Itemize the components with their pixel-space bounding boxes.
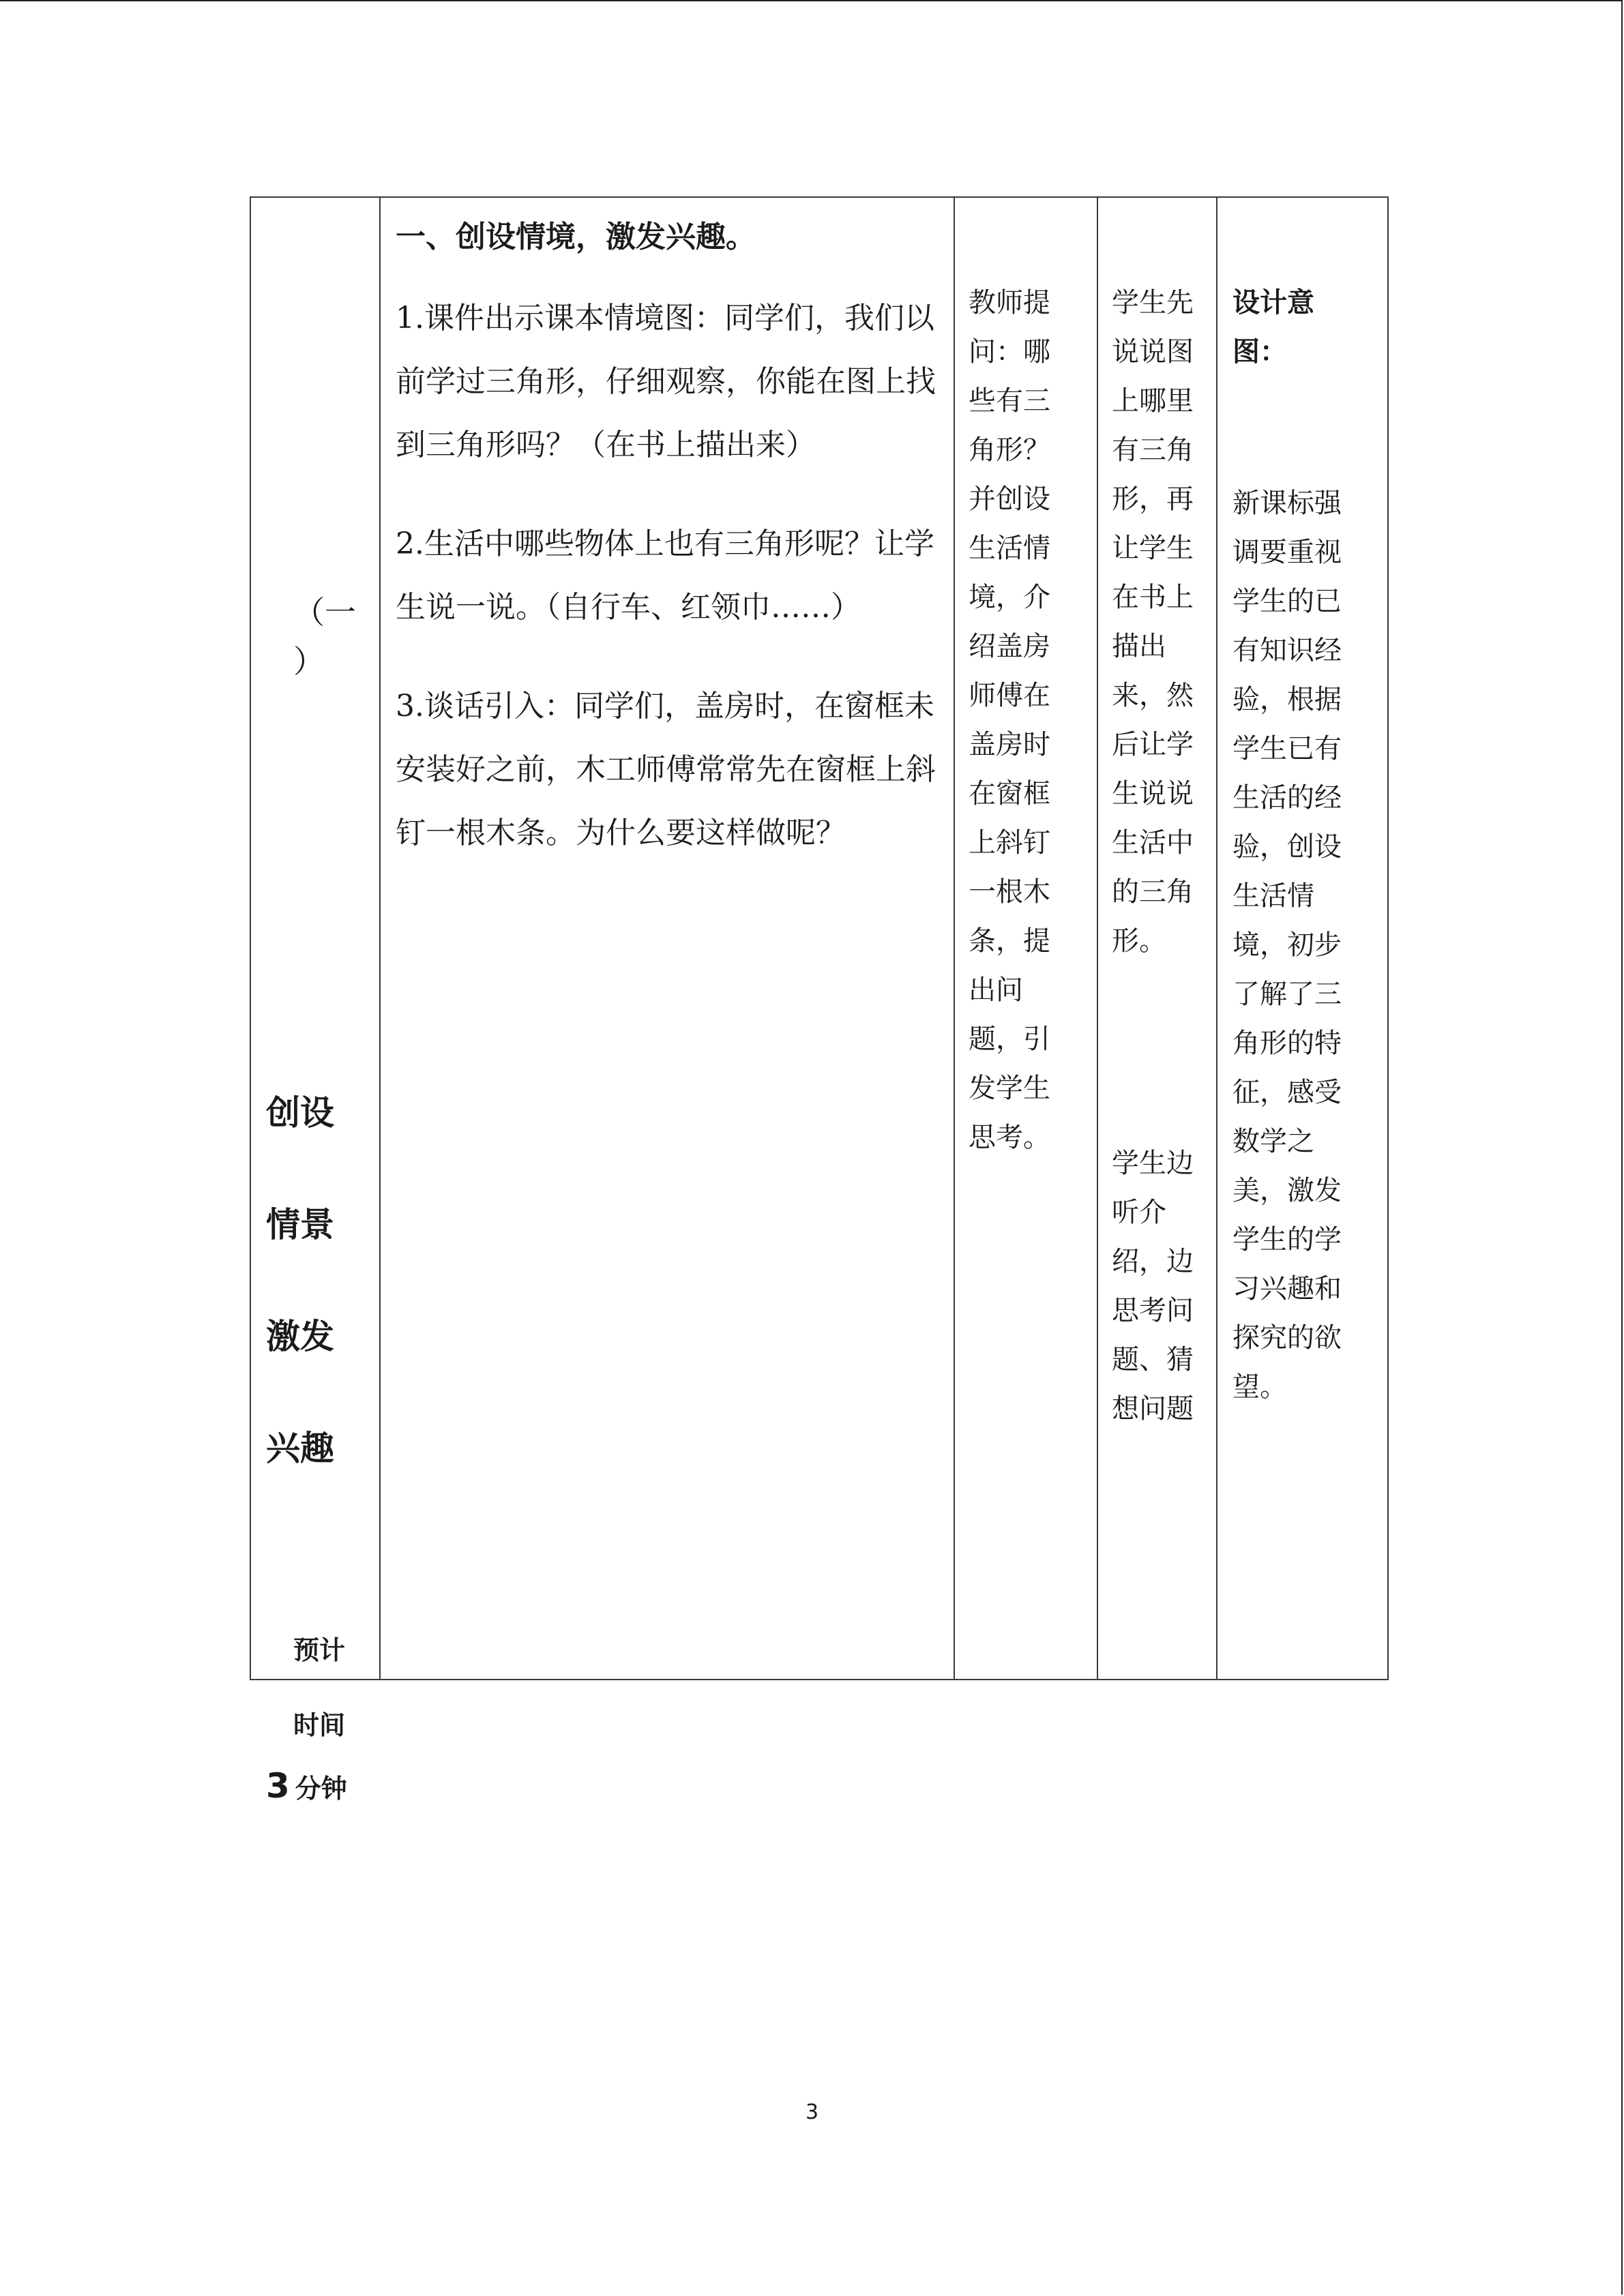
- design-intent-title: 设计意图：: [1232, 287, 1314, 368]
- content-cell: [380, 197, 954, 1680]
- stage-title-line: 激发: [266, 1317, 334, 1356]
- teacher-activity-cell: [954, 197, 1097, 1680]
- teacher-activity-text: 教师提问：哪些有三角形？并创设生活情境，介绍盖房师傅在盖房时在窗框上斜钉一根木条，提出问题，引发学生思考。: [969, 287, 1050, 1153]
- lesson-plan-table: [250, 196, 1389, 1806]
- stage-title: [266, 1057, 334, 1504]
- design-intent-body: 新课标强调要重视学生的已有知识经验，根据学生已有生活的经验，创设生活情境，初步了解了三角形的特征，感受数学之美，激发学生的学习兴趣和探究的欲望。: [1232, 488, 1342, 1403]
- stage-title-line: 兴趣: [266, 1429, 334, 1468]
- lesson-content: [396, 213, 941, 900]
- page-number: 3: [805, 2100, 819, 2124]
- stage-number-close: ）: [293, 643, 325, 680]
- time-unit: 分钟: [295, 1774, 347, 1804]
- content-item: 2.生活中哪些物体上也有三角形呢？让学生说一说。（自行车、红领巾……）: [396, 526, 934, 625]
- design-intent-cell: [1217, 197, 1388, 1680]
- stage-cell: [250, 197, 380, 1806]
- student-activity-text: 学生先说说图上哪里有三角形，再让学生在书上描出来，然后让学生说说生活中的三角形。: [1112, 287, 1194, 957]
- student-activity-text-2: 学生边听介绍，边思考问题、猜想问题: [1112, 1148, 1194, 1425]
- time-value: [266, 1766, 347, 1806]
- time-label-line: 时间: [293, 1710, 346, 1740]
- time-label-line: 预计: [293, 1635, 346, 1665]
- content-item: 1.课件出示课本情境图：同学们，我们以前学过三角形，仔细观察，你能在图上找到三角形吗？（在书上描出来）: [396, 301, 936, 462]
- content-heading: 一、创设情境，激发兴趣。: [396, 220, 756, 254]
- time-minutes: 3: [266, 1766, 290, 1806]
- content-item: 3.谈话引入：同学们，盖房时，在窗框未安装好之前，木工师傅常常先在窗框上斜钉一根木条。为什么要这样做呢？: [396, 689, 936, 850]
- table-row: [250, 197, 1388, 1680]
- stage-title-line: 创设: [266, 1093, 334, 1133]
- stage-title-line: 情景: [266, 1205, 334, 1244]
- stage-number-open: （一: [293, 594, 356, 631]
- time-label: [293, 1613, 345, 1763]
- student-activity-cell: [1097, 197, 1217, 1680]
- stage-number: [293, 588, 356, 686]
